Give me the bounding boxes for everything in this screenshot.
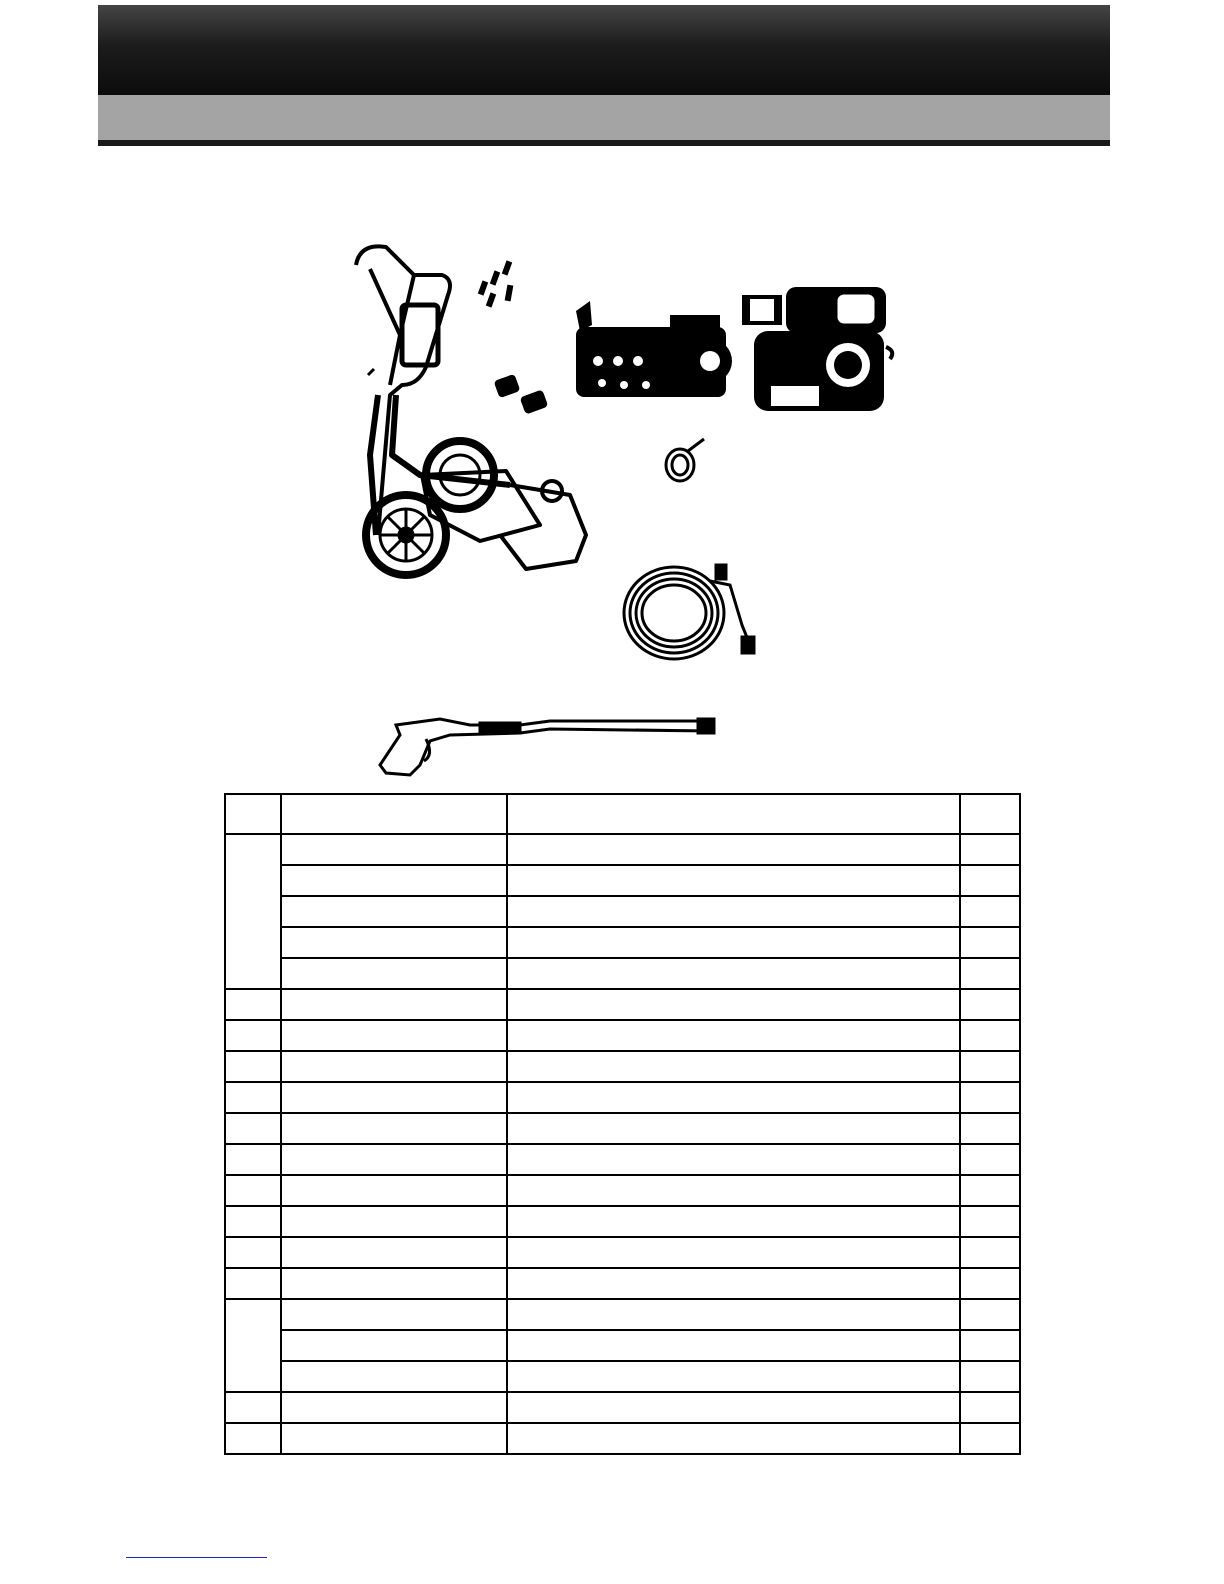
cell-qty <box>960 1299 1020 1330</box>
header-bar <box>98 5 1110 95</box>
engine-drawing <box>742 287 892 411</box>
cell-description <box>507 865 960 896</box>
cell-description <box>507 927 960 958</box>
cell-qty <box>960 1361 1020 1392</box>
cell-part <box>281 989 507 1020</box>
table-row <box>225 1268 1020 1299</box>
table-row <box>225 1144 1020 1175</box>
cell-description <box>507 896 960 927</box>
cell-part <box>281 1206 507 1237</box>
hose-coil-drawing <box>624 565 754 659</box>
cell-part <box>281 1299 507 1330</box>
cell-part <box>281 1392 507 1423</box>
cell-description <box>507 1330 960 1361</box>
cell-description <box>507 1423 960 1454</box>
cell-part <box>281 1020 507 1051</box>
footer-link[interactable] <box>126 1557 267 1558</box>
header-rule <box>98 140 1110 146</box>
cell-part <box>281 1082 507 1113</box>
parts-illustration <box>330 235 910 795</box>
header-qty <box>960 794 1020 834</box>
cell-description <box>507 1144 960 1175</box>
cell-description <box>507 1268 960 1299</box>
cell-part <box>281 1237 507 1268</box>
table-row <box>225 989 1020 1020</box>
small-hose-drawing <box>666 439 704 481</box>
cell-qty <box>960 1113 1020 1144</box>
header-description <box>507 794 960 834</box>
cell-qty <box>960 896 1020 927</box>
cell-no <box>225 1175 281 1206</box>
cell-description <box>507 1299 960 1330</box>
cell-no <box>225 1237 281 1268</box>
cell-description <box>507 834 960 865</box>
fittings-drawing <box>494 374 549 415</box>
header-part <box>281 794 507 834</box>
cell-part <box>281 1268 507 1299</box>
cell-description <box>507 1175 960 1206</box>
cell-part <box>281 896 507 927</box>
pump-drawing <box>576 301 732 397</box>
table-row <box>225 1175 1020 1206</box>
cell-part <box>281 927 507 958</box>
cell-description <box>507 1113 960 1144</box>
cell-description <box>507 1082 960 1113</box>
cell-description <box>507 1020 960 1051</box>
table-row <box>225 834 1020 865</box>
cell-qty <box>960 989 1020 1020</box>
header-no <box>225 794 281 834</box>
cell-no <box>225 1051 281 1082</box>
cell-qty <box>960 1144 1020 1175</box>
cell-description <box>507 989 960 1020</box>
table-row <box>225 1020 1020 1051</box>
table-row <box>225 1113 1020 1144</box>
nozzle-tips-drawing <box>478 260 514 307</box>
cell-part <box>281 1051 507 1082</box>
cell-qty <box>960 834 1020 865</box>
cell-qty <box>960 1020 1020 1051</box>
table-row <box>225 1299 1020 1330</box>
cell-qty <box>960 958 1020 989</box>
cell-part <box>281 1113 507 1144</box>
header-subbar <box>98 95 1110 140</box>
cell-qty <box>960 1330 1020 1361</box>
table-row <box>225 1423 1020 1454</box>
table-row <box>225 1237 1020 1268</box>
cell-qty <box>960 1206 1020 1237</box>
table-row <box>225 927 1020 958</box>
cell-description <box>507 1237 960 1268</box>
cell-qty <box>960 865 1020 896</box>
cell-no <box>225 1268 281 1299</box>
cell-part <box>281 865 507 896</box>
cell-qty <box>960 1082 1020 1113</box>
cell-qty <box>960 1268 1020 1299</box>
cell-description <box>507 1392 960 1423</box>
table-row <box>225 865 1020 896</box>
table-row <box>225 1330 1020 1361</box>
cell-part <box>281 958 507 989</box>
cell-qty <box>960 1237 1020 1268</box>
spray-gun-drawing <box>380 719 714 775</box>
parts-table <box>224 793 1021 1455</box>
cell-description <box>507 1051 960 1082</box>
cell-no <box>225 1082 281 1113</box>
cell-no <box>225 1020 281 1051</box>
cell-part <box>281 834 507 865</box>
cell-part <box>281 1144 507 1175</box>
table-header-row <box>225 794 1020 834</box>
cell-qty <box>960 927 1020 958</box>
cell-no <box>225 1299 281 1392</box>
cell-qty <box>960 1392 1020 1423</box>
table-row <box>225 896 1020 927</box>
cell-no <box>225 1144 281 1175</box>
cell-part <box>281 1361 507 1392</box>
cell-part <box>281 1175 507 1206</box>
cell-no <box>225 1206 281 1237</box>
cell-no <box>225 834 281 989</box>
cell-qty <box>960 1051 1020 1082</box>
cell-no <box>225 1423 281 1454</box>
cell-no <box>225 989 281 1020</box>
table-row <box>225 1051 1020 1082</box>
cell-description <box>507 1206 960 1237</box>
cell-description <box>507 958 960 989</box>
table-row <box>225 1392 1020 1423</box>
cell-no <box>225 1392 281 1423</box>
cell-part <box>281 1330 507 1361</box>
table-row <box>225 958 1020 989</box>
cell-no <box>225 1113 281 1144</box>
cell-qty <box>960 1175 1020 1206</box>
cell-qty <box>960 1423 1020 1454</box>
cell-part <box>281 1423 507 1454</box>
table-row <box>225 1361 1020 1392</box>
table-row <box>225 1082 1020 1113</box>
table-row <box>225 1206 1020 1237</box>
cell-description <box>507 1361 960 1392</box>
